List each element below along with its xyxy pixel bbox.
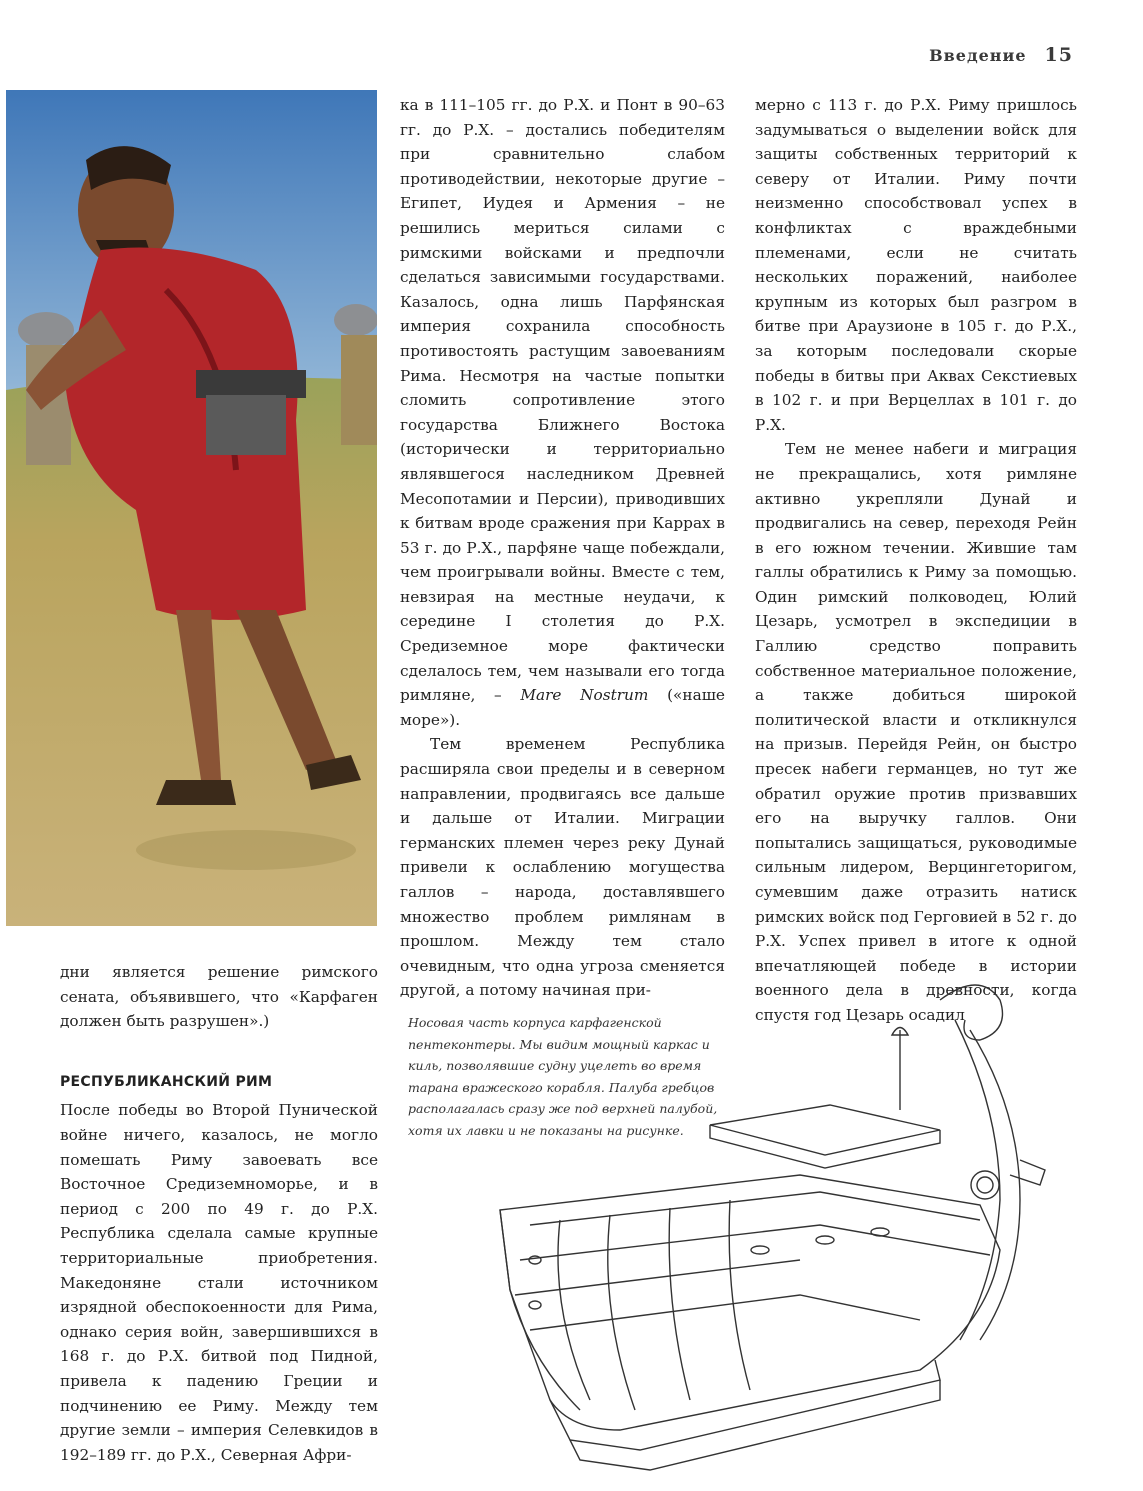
column-bottom-left xyxy=(60,960,378,1467)
paragraph: Тем не менее набеги и миграция не прекращались, хотя римляне активно укрепляли Дунай и продвигались на север, переходя Рейн в его южном течении. Жившие там галлы обратились к Риму за помощью. Один римский полководец, Юлий Цезарь, усмотрел в экспедиции в Галлию средство поправить собственное материальное положение, а также добиться широкой политической власти и откликнулся на призыв. Перейдя Рейн, он быстро пресек набеги германцев, но тут же обратил оружие против призвавших его на выручку галлов. Они попытались защищаться, руководимые сильным лидером, Верцингеторигом, сумевшим даже отразить натиск римских войск под Герговией в 52 г. до Р.Х. Успех привел в итоге к одной впечатляющей победе в истории военного дела в древности, когда спустя год Цезарь осадил xyxy=(755,440,1077,1024)
paragraph: мерно с 113 г. до Р.Х. Риму пришлось задумываться о выделении войск для защиты собственных территорий к северу от Италии. Риму почти неизменно способствовал успех в конфликтах с враждебными племенами, если не считать нескольких поражений, наиболее крупным из которых был разгром в битве при Араузионе в 105 г. до Р.Х., за которым последовали скорые победы в битвы при Аквах Секстиевых в 102 г. и при Верцеллах в 101 г. до Р.Х. xyxy=(755,96,1077,434)
column-middle xyxy=(400,93,725,1003)
column-right xyxy=(755,93,1077,1028)
section-heading: РЕСПУБЛИКАНСКИЙ РИМ xyxy=(60,1073,273,1090)
paragraph: Тем временем Республика расширяла свои пределы и в северном направлении, продвигаясь все дальше и дальше от Италии. Миграции германских племен через реку Дунай привели к ослаблению могущества галлов – народа, доставлявшего множество проблем римлянам в прошлом. Между тем стало очевидным, что одна угроза сменяется другой, а потому начиная при- xyxy=(400,735,725,1000)
paragraph: ка в 111–105 гг. до Р.Х. и Понт в 90–63 гг. до Р.Х. – достались победителям при сравнительно слабом противодействии, некоторые другие – Египет, Иудея и Армения – не решились мериться силами с римскими войсками и предпочли сделаться зависимыми государствами. Казалось, одна лишь Парфянская империя сохранила способность противостоять растущим завоеваниям Рима. Несмотря на частые попытки сломить сопротивление этого государства Ближнего Востока (исторически и территориально являвшегося наследником Древней Месопотамии и Персии), приводивших к битвам вроде сражения при Каррах в 53 г. до Р.Х., парфяне чаще побеждали, чем проигрывали войны. Вместе с тем, невзирая на местные неудачи, к середине I столетия до Р.Х. Средиземное море фактически сделалось тем, чем называли его тогда римляне, – Mare Nostrum («наше море»). xyxy=(400,96,725,729)
paragraph: После победы во Второй Пунической войне ничего, казалось, не могло помешать Риму завоевать все Восточное Средиземноморье, и в период с 200 по 49 г. до Р.Х. Республика сделала самые крупные территориальные приобретения. Македоняне стали источником изрядной обеспокоенности для Рима, однако серия войн, завершившихся в 168 г. до Р.Х. битвой под Пидной, привела к падению Греции и подчинению ее Риму. Между тем другие земли – империя Селевкидов в 192–189 гг. до Р.Х., Северная Афри- xyxy=(60,1101,378,1464)
page-number: 15 xyxy=(1044,44,1073,66)
soldier-illustration xyxy=(6,90,377,926)
latin-phrase: Mare Nostrum xyxy=(520,686,649,705)
section-title: Введение xyxy=(929,46,1027,65)
running-header xyxy=(929,44,1073,66)
figure-caption: Носовая часть корпуса карфагенской пентеконтеры. Мы видим мощный каркас и киль, позволявшие судну уцелеть во время тарана вражеского корабля. Палуба гребцов располагалась сразу же под верхней палубой, хотя их лавки и не показаны на рисунке. xyxy=(408,1015,718,1138)
paragraph: дни является решение римского сената, объявившего, что «Карфаген должен быть разрушен».) xyxy=(60,963,378,1031)
